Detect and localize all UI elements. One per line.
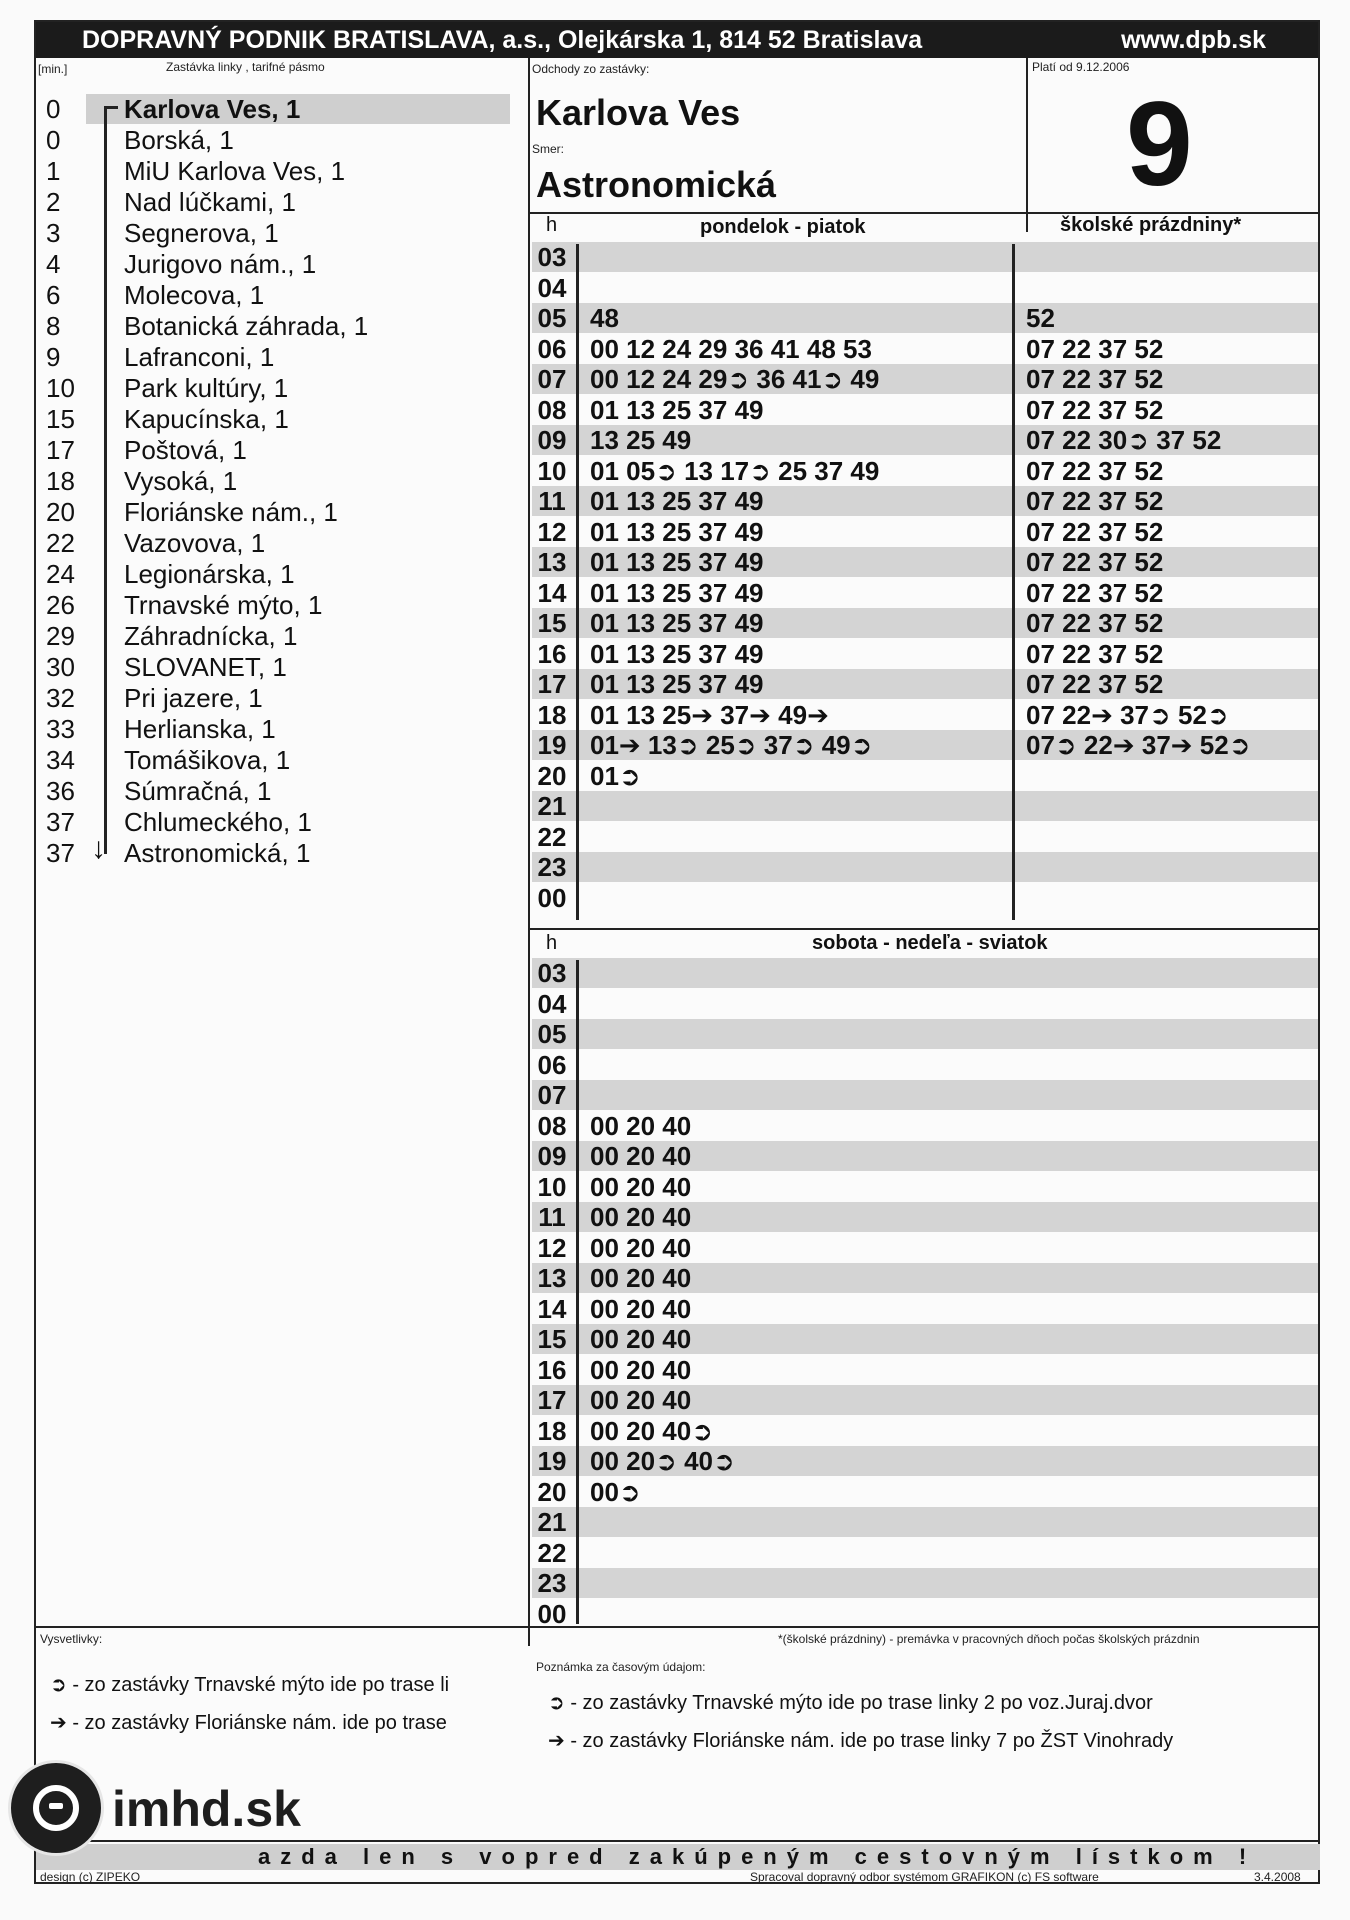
list-item[interactable]: 30 SLOVANET, 1 xyxy=(46,652,287,682)
list-item[interactable]: 22 Vazovova, 1 xyxy=(46,528,266,558)
list-item[interactable]: 8 Botanická záhrada, 1 xyxy=(46,311,369,341)
imhd-logo-icon xyxy=(8,1760,104,1856)
list-item[interactable]: 0 Karlova Ves, 1 xyxy=(46,94,301,124)
direction-name: Astronomická xyxy=(536,164,777,205)
line-box-divider xyxy=(1026,58,1028,232)
website-link[interactable]: www.dpb.sk xyxy=(1121,26,1266,54)
holiday-note: *(školské prázdniny) - premávka v pracovných dňoch počas školských prázdnin xyxy=(778,1632,1200,1646)
header-bar xyxy=(36,22,1318,58)
print-date: 3.4.2008 xyxy=(1254,1870,1301,1884)
legend-item-trnavske: ➲ - zo zastávky Trnavské mýto ide po trase li xyxy=(50,1674,450,1696)
notice-divider xyxy=(36,1840,1320,1842)
table-row: 15 01 13 25 37 49 07 22 37 52 xyxy=(532,608,1318,638)
weekday-header: pondelok - piatok xyxy=(700,216,866,238)
table-row: 00 xyxy=(537,882,567,913)
table-row: 09 13 25 49 07 22 30➲ 37 52 xyxy=(532,425,1318,455)
list-item[interactable]: 36 Súmračná, 1 xyxy=(46,776,272,806)
table-row: 07 xyxy=(532,1080,1318,1110)
stop-zone-label: Zastávka linky , tarifné pásmo xyxy=(166,60,325,74)
table-row: 17 01 13 25 37 49 07 22 37 52 xyxy=(532,669,1318,699)
table-row: 12 00 20 40 xyxy=(537,1232,692,1263)
table-row: 05 xyxy=(532,1019,1318,1049)
table-row: 15 00 20 40 xyxy=(532,1324,1318,1354)
table-row: 17 00 20 40 xyxy=(532,1385,1318,1415)
table-row: 08 01 13 25 37 49 07 22 37 52 xyxy=(537,394,1164,425)
list-item[interactable]: 32 Pri jazere, 1 xyxy=(46,683,263,713)
table-row: 20 01➲ xyxy=(537,760,641,791)
table-row: 07 00 12 24 29➲ 36 41➲ 49 07 22 37 52 xyxy=(532,364,1318,394)
notice-text: azda len s vopred zakúpeným cestovným lístkom ! xyxy=(258,1844,1257,1869)
route-start-tick xyxy=(104,106,118,109)
notes-title: Poznámka za časovým údajom: xyxy=(536,1660,706,1674)
weekend-header: sobota - nedeľa - sviatok xyxy=(812,932,1048,954)
route-arrow-down-icon: ↓ xyxy=(91,832,106,865)
line-number: 9 xyxy=(1126,77,1193,211)
table-row: 16 01 13 25 37 49 07 22 37 52 xyxy=(537,638,1164,669)
table-row: 23 xyxy=(532,1568,1318,1598)
table-row: 10 01 05➲ 13 17➲ 25 37 49 07 22 37 52 xyxy=(537,455,1164,486)
list-item[interactable]: 15 Kapucínska, 1 xyxy=(46,404,289,434)
list-item[interactable]: 20 Floriánske nám., 1 xyxy=(46,497,338,527)
table-row: 20 00➲ xyxy=(537,1476,641,1507)
company-name: DOPRAVNÝ PODNIK BRATISLAVA, a.s., Olejkárska 1, 814 52 Bratislava xyxy=(82,26,923,54)
list-item[interactable]: 33 Herlianska, 1 xyxy=(46,714,276,744)
design-credit: design (c) ZIPEKO xyxy=(40,1870,141,1884)
table-row: 03 xyxy=(532,242,1318,272)
valid-from-label: Platí od 9.12.2006 xyxy=(1032,60,1130,74)
note-item-trnavske: ➲ - zo zastávky Trnavské mýto ide po trase linky 2 po voz.Juraj.dvor xyxy=(548,1692,1153,1714)
list-item[interactable]: 0 Borská, 1 xyxy=(46,125,234,155)
list-item[interactable]: 10 Park kultúry, 1 xyxy=(46,373,289,403)
table-row: 21 xyxy=(532,1507,1318,1537)
table-row: 19 00 20➲ 40➲ xyxy=(532,1446,1318,1476)
list-item[interactable]: 9 Lafranconi, 1 xyxy=(46,342,275,372)
list-item[interactable]: 3 Segnerova, 1 xyxy=(46,218,279,248)
list-item[interactable]: 37 Astronomická, 1 xyxy=(46,838,311,868)
holiday-header: školské prázdniny* xyxy=(1060,214,1242,236)
route-line xyxy=(104,106,107,854)
table-row: 11 01 13 25 37 49 07 22 37 52 xyxy=(532,486,1318,516)
list-item[interactable]: 1 MiU Karlova Ves, 1 xyxy=(46,156,346,186)
list-item[interactable]: 37 Chlumeckého, 1 xyxy=(46,807,312,837)
table-row: 18 01 13 25➔ 37➔ 49➔ 07 22➔ 37➲ 52➲ xyxy=(537,699,1229,730)
departures-label: Odchody zo zastávky: xyxy=(532,62,650,76)
table-row: 12 01 13 25 37 49 07 22 37 52 xyxy=(537,516,1164,547)
list-item[interactable]: 26 Trnavské mýto, 1 xyxy=(46,590,323,620)
table-row: 11 00 20 40 xyxy=(532,1202,1318,1232)
table-row: 04 xyxy=(537,988,567,1019)
table-row: 00 xyxy=(537,1598,567,1629)
list-item[interactable]: 34 Tomášikova, 1 xyxy=(46,745,291,775)
hour-label: h xyxy=(546,214,558,236)
table-row: 23 xyxy=(532,852,1318,882)
table-row: 03 xyxy=(532,958,1318,988)
table-row: 05 48 52 xyxy=(532,303,1318,333)
table-row: 19 01➔ 13➲ 25➲ 37➲ 49➲ 07➲ 22➔ 37➔ 52➲ xyxy=(532,730,1318,760)
timetable-sheet xyxy=(34,20,1320,1884)
table-row: 22 xyxy=(537,821,567,852)
list-item[interactable]: 29 Záhradnícka, 1 xyxy=(46,621,298,651)
stop-name: Karlova Ves xyxy=(536,92,741,133)
legend-item-florianske: ➔ - zo zastávky Floriánske nám. ide po trase xyxy=(50,1712,447,1734)
list-item[interactable]: 24 Legionárska, 1 xyxy=(46,559,295,589)
weekend-timetable xyxy=(530,958,1320,1630)
hour-rule-weekend xyxy=(576,960,579,1624)
table-row: 16 00 20 40 xyxy=(537,1354,692,1385)
table-row: 06 xyxy=(537,1049,567,1080)
table-row: 14 00 20 40 xyxy=(537,1293,692,1324)
section-divider xyxy=(528,928,1320,930)
table-row: 18 00 20 40➲ xyxy=(537,1415,713,1446)
legend-title: Vysvetlivky: xyxy=(40,1632,103,1646)
processed-by: Spracoval dopravný odbor systémom GRAFIKON (c) FS software xyxy=(750,1870,1099,1884)
list-item[interactable]: 2 Nad lúčkami, 1 xyxy=(46,187,296,217)
stop-list xyxy=(36,94,516,869)
watermark-brand: imhd.sk xyxy=(112,1781,301,1837)
list-item[interactable]: 6 Molecova, 1 xyxy=(46,280,265,310)
hour-rule xyxy=(576,244,579,920)
table-row: 13 01 13 25 37 49 07 22 37 52 xyxy=(532,547,1318,577)
list-item[interactable]: 17 Poštová, 1 xyxy=(46,435,247,465)
table-row: 08 00 20 40 xyxy=(537,1110,692,1141)
table-row: 14 01 13 25 37 49 07 22 37 52 xyxy=(537,577,1164,608)
note-item-florianske: ➔ - zo zastávky Floriánske nám. ide po trase linky 7 po ŽST Vinohrady xyxy=(548,1730,1174,1752)
list-item[interactable]: 18 Vysoká, 1 xyxy=(46,466,238,496)
min-label: [min.] xyxy=(38,62,68,76)
table-row: 04 xyxy=(537,272,567,303)
holiday-divider xyxy=(1012,244,1015,920)
table-row: 13 00 20 40 xyxy=(532,1263,1318,1293)
table-row: 10 00 20 40 xyxy=(537,1171,692,1202)
hour-label-weekend: h xyxy=(546,932,558,954)
table-row: 21 xyxy=(532,791,1318,821)
list-item[interactable]: 4 Jurigovo nám., 1 xyxy=(46,249,317,279)
weekday-timetable xyxy=(530,242,1320,922)
table-row: 22 xyxy=(537,1537,567,1568)
table-row: 06 00 12 24 29 36 41 48 53 07 22 37 52 xyxy=(537,333,1164,364)
table-row: 09 00 20 40 xyxy=(532,1141,1318,1171)
direction-label: Smer: xyxy=(532,142,565,156)
